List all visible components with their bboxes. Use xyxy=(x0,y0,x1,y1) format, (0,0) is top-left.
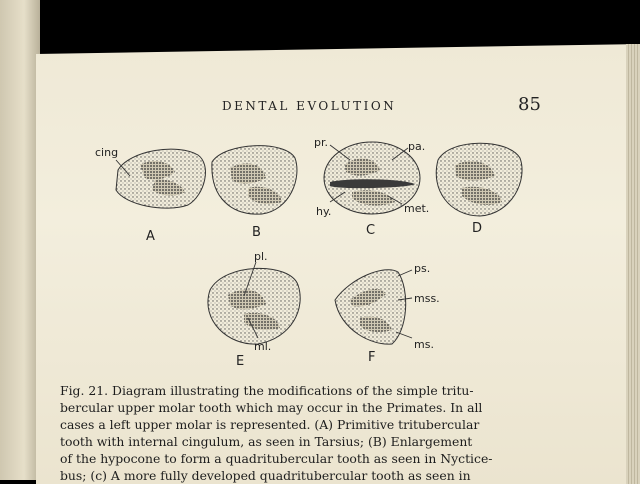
panel-letter-b: B xyxy=(252,225,261,240)
label-ms: ms. xyxy=(414,338,434,351)
panel-letter-c: C xyxy=(366,223,376,238)
label-pr: pr. xyxy=(314,136,328,149)
caption-line: tooth with internal cingulum, as seen in Tarsius; (B) Enlargement xyxy=(60,434,473,449)
caption-line: cases a left upper molar is represented. (A) Primitive tritubercular xyxy=(60,417,480,432)
page-number: 85 xyxy=(518,94,541,115)
panel-letter-a: A xyxy=(146,229,155,244)
caption-line: of the hypocone to form a quadritubercular tooth as seen in Nyctice- xyxy=(60,451,493,466)
panel-letter-e: E xyxy=(236,354,245,369)
caption-line: bercular upper molar tooth which may occur in the Primates. In all xyxy=(60,400,483,415)
label-pl: pl. xyxy=(254,250,268,263)
label-met: met. xyxy=(404,202,430,215)
tooth-e-drawing xyxy=(208,268,300,344)
figure-caption xyxy=(60,382,566,484)
label-ml: ml. xyxy=(254,340,272,353)
label-mss: mss. xyxy=(414,292,440,305)
label-hy: hy. xyxy=(316,205,332,218)
label-cing: cing xyxy=(95,146,119,159)
tooth-f-drawing xyxy=(335,270,406,344)
running-title: DENTAL EVOLUTION xyxy=(222,99,397,113)
tooth-b-drawing xyxy=(212,146,297,214)
label-ps: ps. xyxy=(414,262,431,275)
tooth-d-drawing xyxy=(436,143,522,216)
panel-letter-f: F xyxy=(368,350,376,365)
caption-line: bus; (c) A more fully developed quadritubercular tooth as seen in xyxy=(60,468,471,483)
caption-line: Fig. 21. Diagram illustrating the modifications of the simple tritu- xyxy=(60,383,474,398)
panel-letter-d: D xyxy=(472,221,483,236)
label-pa: pa. xyxy=(408,140,426,153)
tooth-a-drawing xyxy=(116,149,205,208)
